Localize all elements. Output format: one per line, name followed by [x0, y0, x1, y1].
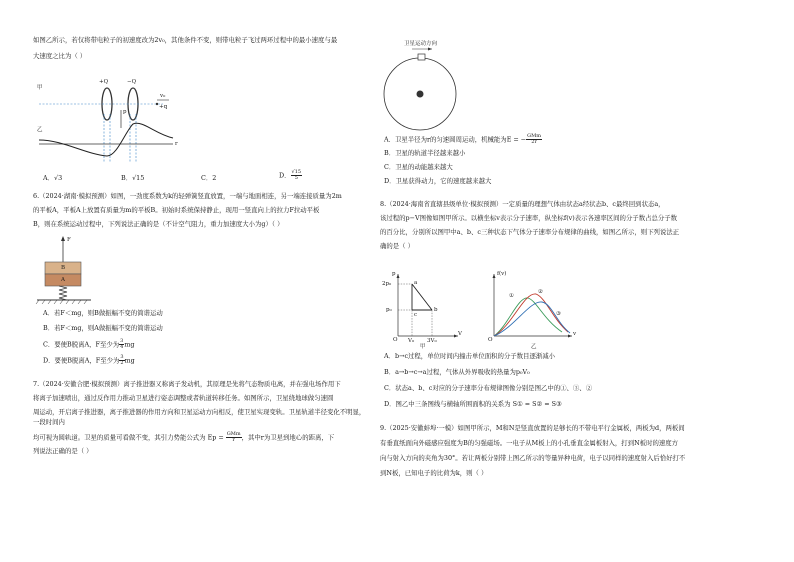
q6-c-den: 4: [120, 343, 124, 350]
q6-d-tail: mg: [124, 356, 135, 365]
q6-line-1: 6.（2024·湖南·模拟预测）如图，一劲度系数为k的轻弹簧竖直放置，一端与地面相连，另一端连接质量为2m: [33, 192, 342, 200]
q6-d-den: 2: [120, 360, 124, 367]
intro-line-2: 大速度之比为（ ）: [33, 51, 87, 60]
q9-line-4: 到N板，已知电子的比荷为k，则（ ）: [380, 468, 488, 477]
q8-line-4: 确的是（ ）: [380, 241, 414, 250]
q6-options: [43, 309, 363, 367]
label-p-axis: p: [392, 271, 396, 277]
q5-d-den: 5: [294, 175, 298, 181]
q6-d-prefix: D．要使B脱离A，F至少为: [43, 356, 120, 365]
label-state-a: a: [414, 280, 418, 286]
q9-line-3: 向与射入方向的夹角为30°。若让两板分别带上图乙所示的等量异种电荷，电子以同样的速度射入后恰好打不: [380, 453, 686, 462]
q5-option-b[interactable]: [121, 174, 144, 184]
left-column: [33, 36, 363, 62]
label-curve-1: ①: [509, 293, 514, 299]
label-p: p: [123, 109, 127, 115]
label-q: +q: [159, 104, 168, 110]
q7-line-3: 周运动，开启离子推进器，离子推进器的作用方向和卫星运动方向相反，使卫星实现变轨。卫星轨道半径变化不明显，一段时间内: [33, 407, 366, 426]
q7-options: [384, 134, 764, 187]
q5-d-prefix: D．: [279, 171, 291, 180]
q7-line-4-text: 均可视为圆轨道。卫星的质量可看做不变，其引力势能公式为 Ep =: [33, 433, 226, 442]
q7-line-1: 7.（2024·安徽合肥·模拟预测）离子推进器又称离子发动机，其原理是先将气态物质电离，并在强电场作用下: [33, 380, 341, 388]
label-origin-yi: O: [488, 337, 493, 343]
q7-a-prefix: A．卫星半径为r的匀速圆周运动，机械能为E = −: [384, 135, 527, 144]
q6-line-2: 的平板A，平板A上放置有质量为m的平板B。初始时系统保持静止，现用一竖直向上的拉力F拉动平板: [33, 205, 320, 214]
q5-option-a[interactable]: [43, 174, 62, 184]
q6-c-tail: mg: [124, 340, 135, 349]
q5-d-num: √15: [291, 169, 302, 175]
q8-line-2: 该过程的p−V图像如图甲所示。以横坐标v表示分子速率，纵坐标f(v)表示各速率区间的分子数占总分子数: [380, 213, 678, 222]
q7-a-fraction: [526, 134, 542, 145]
label-speed-axis: v: [573, 331, 577, 337]
rings-diagram: [33, 84, 193, 166]
q9-line-1: 9.（2025·安徽蚌埠·一模）如图甲所示，M和N是竖直放置的足够长的不带电平行金属板，两板为d，两板间: [380, 424, 685, 432]
q5-d-fraction: [291, 170, 303, 181]
q8-line-1: 8.（2024·海南省直辖县级单位·模拟预测）一定质量的理想气体由状态a经状态b、c最终回到状态a，: [380, 200, 665, 208]
q6-c-prefix: C．要使B脱离A，F至少为: [43, 340, 120, 349]
q8-option-b[interactable]: B．a→b→c→a过程，气体从外界吸收的热量为p₀V₀: [384, 367, 530, 376]
q6-c-num: 3: [120, 337, 124, 344]
q7-ep-fraction: [226, 432, 242, 443]
question-7: [33, 380, 367, 457]
q7-option-c[interactable]: C．卫星的动能越来越大: [384, 163, 453, 172]
label-plus-q: +Q: [99, 79, 109, 85]
q5-options: [33, 170, 353, 190]
q5-b-prefix: B．: [121, 174, 133, 182]
label-jia: 甲: [37, 85, 43, 91]
q6-option-d[interactable]: [43, 355, 363, 366]
q6-d-num: 3: [120, 354, 124, 361]
question-6: [33, 192, 363, 230]
label-v0: v₀: [160, 93, 166, 99]
intro-line-1: 如图乙所示，若仅将带电粒子的初速度改为2v₀，其他条件不变，则带电粒子飞过两环过程中的最小速度与最: [33, 36, 338, 44]
q5-b-value: √15: [132, 174, 145, 182]
figure-gas-graphs: [384, 270, 584, 350]
label-2p0: 2p₀: [382, 281, 392, 287]
q8-line-3: 的百分比，分别所以图甲中a、b、c三种状态下气体分子速率分布规律的曲线，如图乙所示，则下列说法正: [380, 227, 680, 236]
label-yi: 乙: [531, 344, 537, 350]
label-plate-a: A: [61, 277, 65, 283]
q8-option-d[interactable]: D．图乙中三条图线与横轴所围面积的关系为 S① = S② = S③: [384, 399, 562, 408]
label-3v0: 3V₀: [427, 338, 437, 344]
q7-ep-den: r: [232, 436, 235, 443]
q6-option-a[interactable]: A．若F＜mg，则B做振幅不变的简谐运动: [43, 309, 163, 317]
label-curve-3: ③: [556, 311, 561, 317]
q7-line-2: 将离子加速喷出，通过反作用力推动卫星进行姿态调整或者轨道转移任务。如图所示，卫星绕地球做匀速圆: [33, 393, 334, 402]
label-p0: p₀: [386, 307, 392, 313]
q8-options: [384, 352, 764, 410]
question-9: [380, 424, 762, 479]
q7-option-b[interactable]: B．卫星的轨道半径越来越小: [384, 149, 466, 158]
label-curve-2: ②: [538, 289, 543, 295]
label-yi: 乙: [37, 127, 43, 133]
label-direction: 卫星运动方向: [404, 41, 438, 47]
q6-line-3: B，则在系统运动过程中，下列说法正确的是（不计空气阻力，重力加速度大小为g）（ ）: [33, 219, 284, 228]
q5-a-prefix: A．: [43, 174, 55, 182]
q7-line-4-tail: ，其中r为卫星到地心的距离，下: [241, 433, 335, 442]
q7-a-den: 2r: [531, 139, 537, 145]
label-state-c: c: [414, 312, 418, 318]
label-minus-q: −Q: [127, 79, 137, 85]
label-origin-jia: O: [393, 337, 398, 343]
q7-option-d[interactable]: D．卫星获得动力，它的速度越来越大: [384, 177, 492, 186]
q6-option-c[interactable]: [43, 339, 363, 350]
q8-option-c[interactable]: C．状态a、b、c对应的分子速率分布规律图像分别是图乙中的①、③、②: [384, 383, 593, 392]
label-f: F: [67, 237, 71, 243]
q6-option-b[interactable]: B．若F＜mg，则A做振幅不变的简谐运动: [43, 323, 163, 332]
label-jia: 甲: [420, 344, 426, 350]
label-plate-b: B: [61, 265, 66, 271]
q7-ep-num: GMm: [226, 430, 241, 437]
q8-option-a[interactable]: A．b→c过程，单位时间内撞击单位面积的分子数目逐渐减小: [384, 352, 556, 360]
q7-line-5: 列说法正确的是（ ）: [33, 447, 93, 456]
figure-rings-potential: [33, 79, 193, 166]
label-r: r: [175, 141, 178, 147]
figure-spring-plates: [33, 234, 93, 306]
label-v-axis: V: [458, 331, 462, 337]
q7-option-a[interactable]: [384, 134, 764, 145]
q5-a-value: √3: [54, 174, 63, 182]
q9-line-2: 有垂直纸面向外磁感应强度为B的匀强磁场。一电子从M板上的小孔垂直金属板射入，打到N板时的速度方: [380, 438, 679, 447]
q7-a-num: GMm: [527, 133, 541, 139]
q5-option-d[interactable]: [279, 170, 302, 181]
q5-option-c[interactable]: C．2: [201, 174, 217, 182]
label-v0: V₀: [408, 338, 415, 344]
label-fv-axis: f(v): [497, 271, 507, 277]
question-8: [380, 200, 762, 252]
figure-satellite-orbit: [382, 40, 472, 136]
q7-line-4: [33, 432, 367, 443]
orbit-diagram: [382, 40, 472, 136]
label-state-b: b: [434, 307, 438, 313]
